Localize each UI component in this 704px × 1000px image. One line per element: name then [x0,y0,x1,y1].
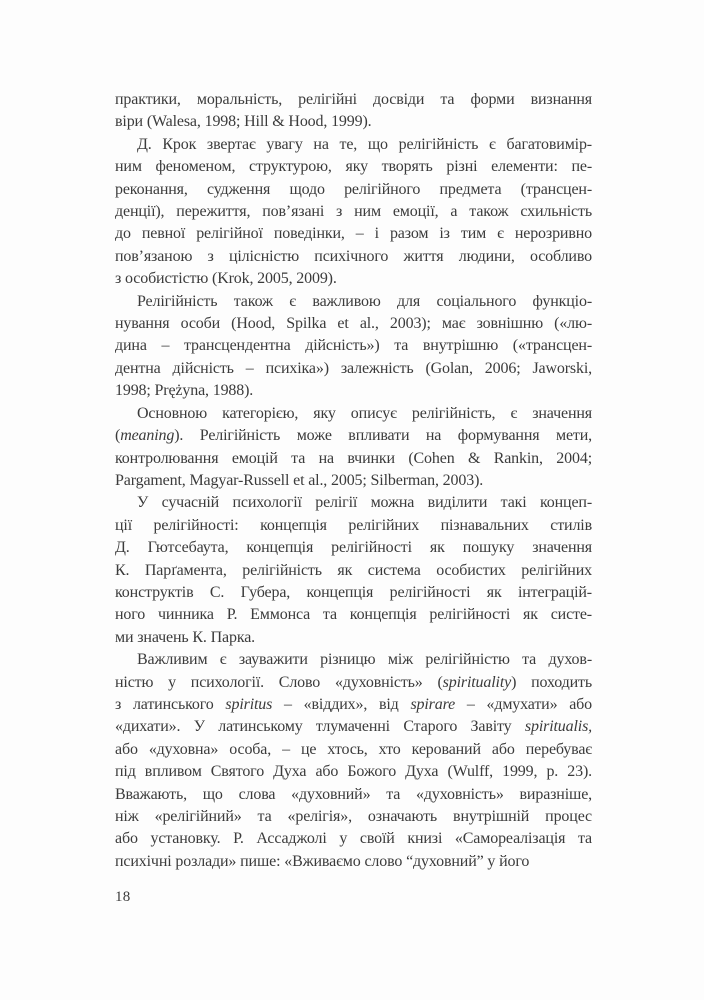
text-line [115,672,592,694]
text-segment: ції релігійності: концепція релігійних пізнавальних стилів [115,516,592,534]
text-segment: під впливом Святого Духа або Божого Духа (Wulff, 1999, p. 23). [115,763,592,781]
text-line [115,627,592,649]
italic-text-segment: meaning [120,427,175,445]
text-line [115,425,592,447]
text-line [115,604,592,626]
paragraph [115,403,592,493]
text-line [115,380,592,402]
text-line [115,784,592,806]
text-line [115,828,592,850]
page-number: 18 [115,889,131,905]
text-line [115,448,592,470]
text-block [115,89,592,873]
italic-text-segment: spiritualis, [524,718,592,736]
text-line [115,358,592,380]
text-segment: реконання, судження щодо релігійного предмета (трансцен- [115,180,592,198]
paragraph [115,649,592,873]
text-line [115,223,592,245]
text-line [115,492,592,514]
text-line [115,560,592,582]
text-segment: У сучасній психології релігії можна виділити такі концеп- [137,494,592,512]
text-segment: ( [115,427,121,445]
text-line [115,582,592,604]
paragraph [115,89,592,134]
text-segment: Вважають, що слова «духовний» та «духовність» виразніше, [115,785,592,803]
text-segment: Основною категорією, яку описує релігійність, є значення [137,404,592,422]
text-segment: з особистістю (Krok, 2005, 2009). [115,270,337,288]
text-segment: або установку. Р. Ассаджолі у своїй книзі «Самореалізація та [115,830,592,848]
text-segment: дина – трансцендентна дійсність») та внутрішню («трансцен- [115,337,592,355]
text-segment: ) походить [511,673,592,691]
text-segment: «дихати». У латинському тлумаченні Старого Завіту [115,718,525,736]
text-segment: або «духовна» особа, – це хтось, хто керований або перебуває [115,740,592,758]
text-line [115,156,592,178]
text-line [115,335,592,357]
text-segment: ). Релігійність може впливати на формування мети, [174,427,592,445]
text-segment: ніж «релігійний» та «релігія», означають внутрішній процес [115,808,592,825]
text-segment: – «дмухати» або [455,695,593,713]
text-line [115,470,592,492]
text-segment: Д. Гютсебаута, концепція релігійності як пошуку значення [115,539,592,557]
italic-text-segment: spiritus [225,695,273,713]
text-segment: віри (Walesa, 1998; Hill & Hood, 1999). [115,113,372,131]
text-segment: Релігійність також є важливою для соціального функціо- [137,292,592,310]
text-line [115,761,592,783]
paragraph [115,134,592,291]
text-segment: з латинського [115,695,226,713]
text-segment: К. Парґамента, релігійність як система особистих релігійних [115,561,592,579]
text-line [115,111,592,133]
text-segment: ним феноменом, структурою, яку творять різні елементи: пе- [115,158,592,176]
text-segment: 1998; Prężyna, 1988). [115,382,254,400]
text-line [115,537,592,559]
text-line [115,89,592,111]
text-line [115,851,592,873]
text-line [115,649,592,671]
text-line [115,739,592,761]
text-line [115,515,592,537]
text-segment: – «віддих», від [272,695,411,713]
text-segment: психічні розлади» пише: «Вживаємо слово “духовний” у його [115,852,530,870]
text-line [115,134,592,156]
text-segment: до певної релігійної поведінки, – і разом із тим є нерозривно [115,225,592,243]
text-line [115,246,592,268]
text-line [115,291,592,313]
text-segment: конструктів С. Губера, концепція релігійності як інтеграцій- [115,583,592,601]
text-segment: Д. Крок звертає увагу на те, що релігійність є багатовимір- [137,135,592,153]
text-segment: ністю у психології. Слово «духовність» ( [115,673,443,691]
italic-text-segment: spirare [410,695,456,713]
paragraph [115,291,592,403]
text-line [115,313,592,335]
text-segment: практики, моральність, релігійні досвіди та форми визнання [115,91,592,108]
text-segment: ми значень К. Парка. [115,628,256,646]
text-line [115,716,592,738]
paragraph [115,492,592,649]
text-segment: дентна дійсність – психіка») залежність (Golan, 2006; Jaworski, [115,359,592,377]
text-line [115,179,592,201]
text-line [115,806,592,828]
text-line [115,201,592,223]
text-line [115,268,592,290]
text-segment: пов’язаною з цілісністю психічного життя людини, особливо [115,247,592,265]
text-segment: Важливим є зауважити різницю між релігійністю та духов- [137,651,592,669]
text-segment: нування особи (Hood, Spilka et al., 2003); має зовнішню («лю- [115,315,592,333]
italic-text-segment: spirituality [442,673,512,691]
text-line [115,694,592,716]
text-segment: Pargament, Magyar-Russell et al., 2005; Silberman, 2003). [115,471,484,489]
text-segment: ного чинника Р. Еммонса та концепція релігійності як систе- [115,606,592,624]
text-segment: контролювання емоцій та на вчинки (Cohen & Rankin, 2004; [115,449,592,467]
text-segment: денції), пережиття, пов’язані з ним емоції, а також схильність [115,203,592,221]
text-line [115,403,592,425]
